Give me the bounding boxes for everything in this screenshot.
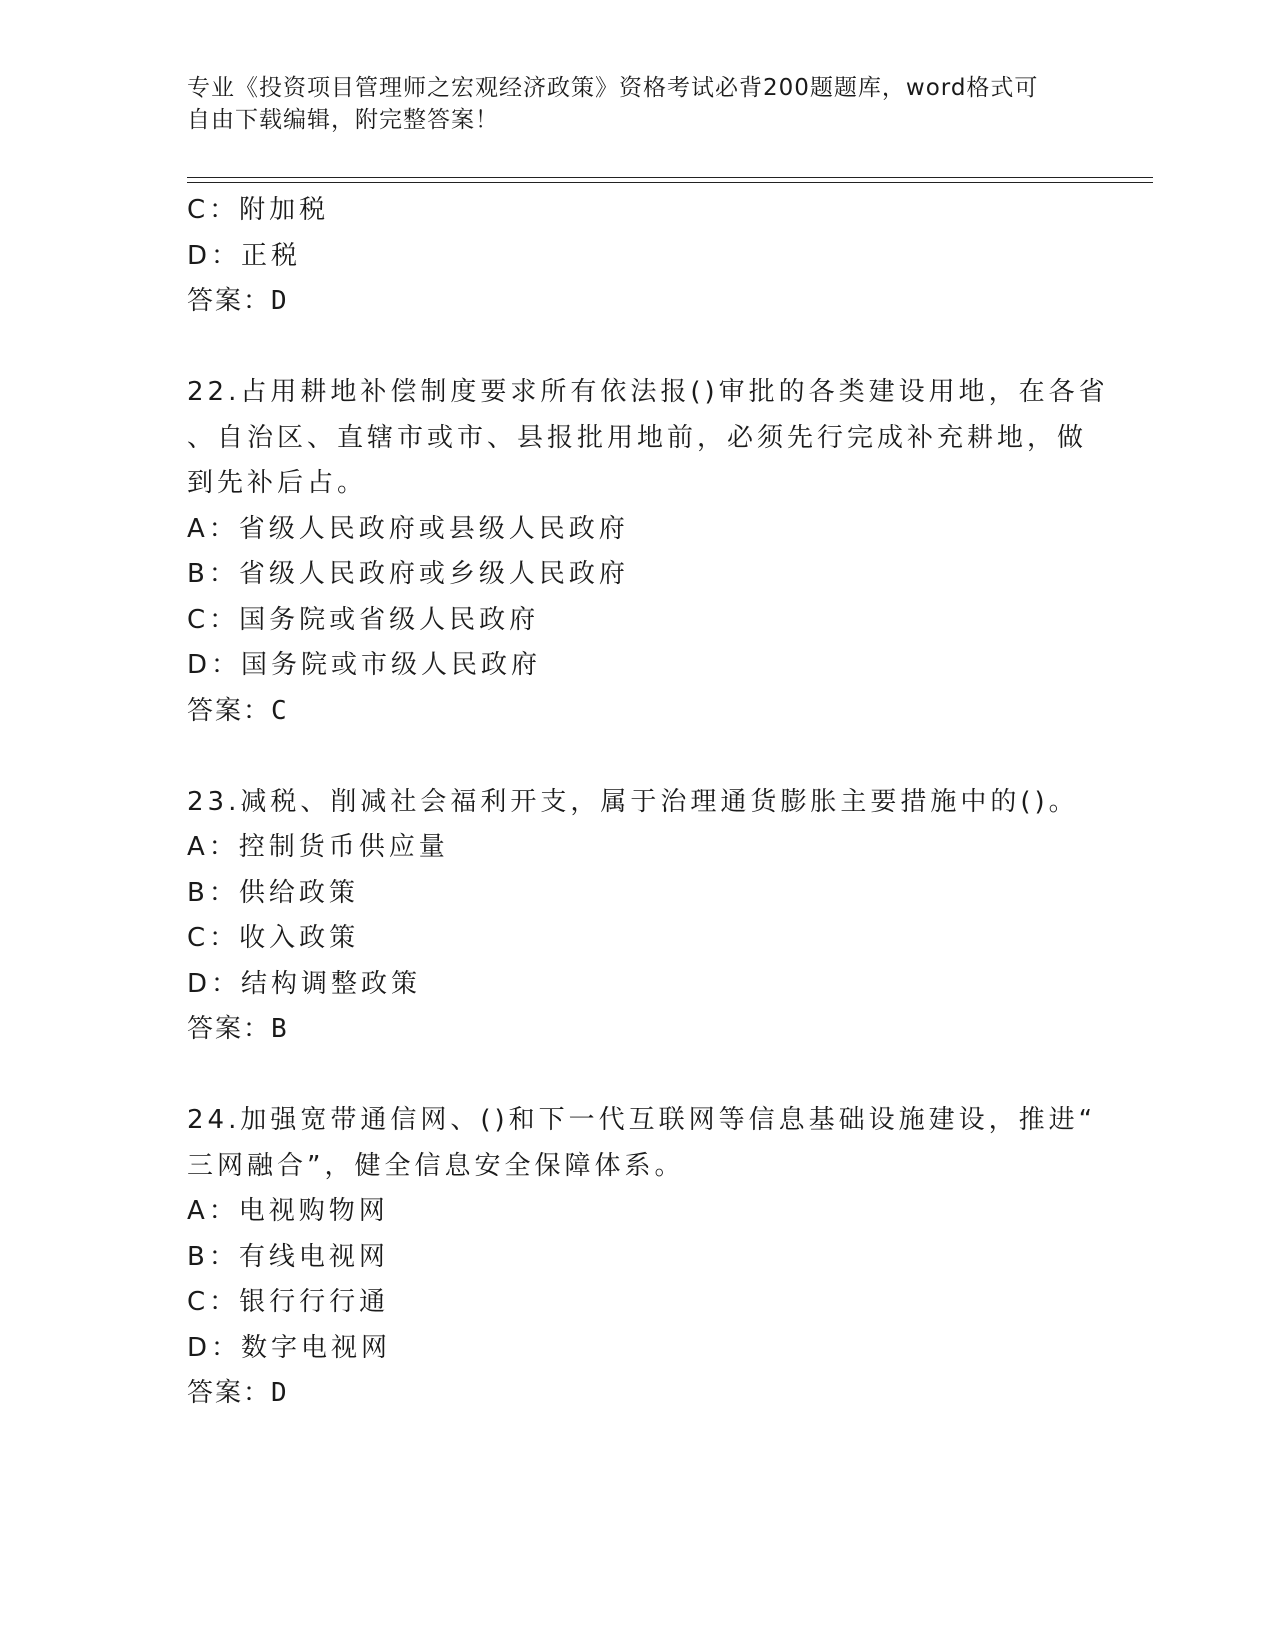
spacer (187, 325, 1087, 371)
question-list (187, 188, 1109, 1417)
answer-line: 答案：B (187, 1014, 289, 1044)
option-c: C：收入政策 (187, 923, 360, 953)
question-text-line: 22.占用耕地补偿制度要求所有依法报()审批的各类建设用地，在各省 (187, 377, 1109, 407)
question-text-line: 三网融合”，健全信息安全保障体系。 (187, 1150, 685, 1181)
header-line-1: 专业《投资项目管理师之宏观经济政策》资格考试必背200题题库，word格式可 (187, 75, 1039, 101)
question-text (187, 780, 1087, 826)
answer-line: 答案：D (187, 1378, 289, 1408)
header-divider-top (187, 177, 1153, 178)
option-d: D：数字电视网 (187, 1332, 392, 1363)
option-d: D：国务院或市级人民政府 (187, 650, 542, 680)
option-b: B：省级人民政府或乡级人民政府 (187, 559, 629, 589)
question-text-line: 24.加强宽带通信网、()和下一代互联网等信息基础设施建设，推进“ (187, 1105, 1097, 1135)
answer-line: 答案：C (187, 695, 289, 726)
question-22 (187, 370, 1109, 734)
option-d: D：正税 (187, 240, 302, 271)
option-c: C：国务院或省级人民政府 (187, 604, 540, 635)
document-header (187, 72, 1087, 136)
spacer (187, 1053, 1087, 1099)
option-c: C：银行行行通 (187, 1287, 390, 1317)
spacer (187, 734, 1087, 780)
option-a: A：省级人民政府或县级人民政府 (187, 513, 629, 544)
header-line-2: 自由下载编辑，附完整答案！ (187, 107, 499, 133)
question-text-line: 到先补后占。 (187, 468, 368, 498)
option-a: A：控制货币供应量 (187, 832, 449, 862)
question-text-line: 23.减税、削减社会福利开支，属于治理通货膨胀主要措施中的()。 (187, 786, 1079, 817)
question-continued (187, 188, 1087, 325)
question-text-line: 、自治区、直辖市或市、县报批用地前，必须先行完成补充耕地，做 (187, 422, 1088, 453)
answer-line: 答案：D (187, 286, 289, 316)
header-divider-bottom (187, 182, 1153, 183)
question-text (187, 1098, 1097, 1189)
question-24 (187, 1098, 1097, 1417)
option-a: A：电视购物网 (187, 1196, 389, 1226)
option-b: B：有线电视网 (187, 1241, 389, 1272)
question-23 (187, 780, 1087, 1053)
option-d: D：结构调整政策 (187, 968, 422, 999)
question-text (187, 370, 1109, 507)
option-c: C：附加税 (187, 195, 330, 225)
option-b: B：供给政策 (187, 877, 359, 908)
